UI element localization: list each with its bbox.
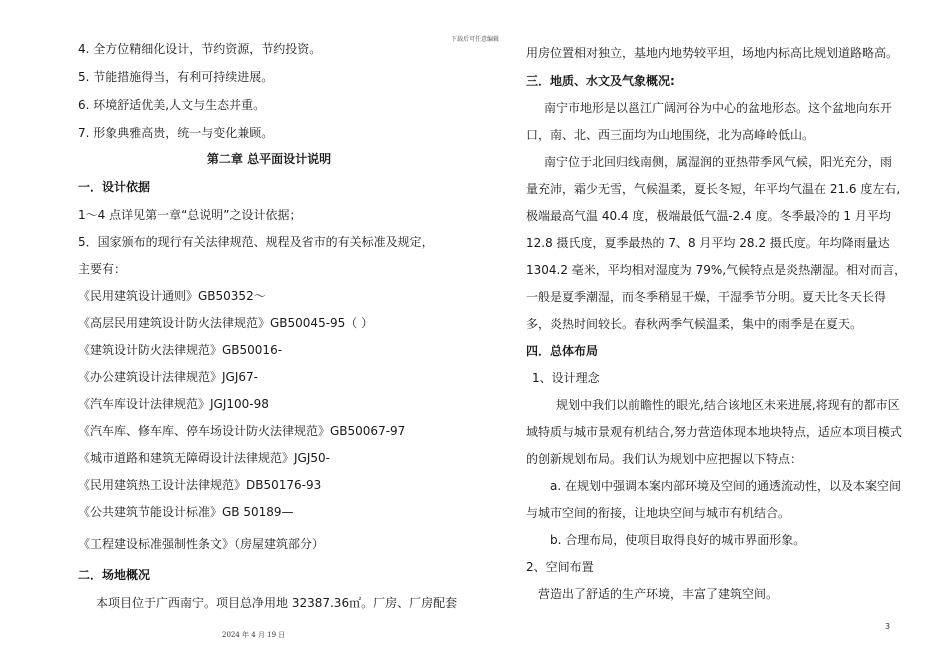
list-item: a. 在规划中强调本案内部环境及空间的通透流动性，以及本案空间	[550, 479, 901, 493]
paragraph-line: 极端最高气温 40.4 度，极端最低气温-2.4 度。冬季最冷的 1 月平均	[526, 209, 891, 223]
standard-item: 《汽车库、修车库、停车场设计防火法律规范》GB50067-97	[78, 424, 406, 438]
paragraph-line: 1～4 点详见第一章“总说明”之设计依据；	[78, 208, 302, 222]
paragraph-line: 1304.2 毫米，平均相对湿度为 79%,气候特点是炎热潮湿。相对而言，	[526, 263, 907, 277]
paragraph-line: 南宁市地形是以邕江广阔河谷为中心的盆地形态。这个盆地向东开	[544, 101, 893, 115]
section-heading-design-basis: 一．设计依据	[78, 180, 151, 194]
standard-item: 《民用建筑热工设计法律规范》DB50176-93	[78, 478, 322, 492]
section-heading-site: 二．场地概况	[78, 568, 151, 582]
paragraph-line: 南宁位于北回归线南侧，属湿润的亚热带季风气候，阳光充分，雨	[544, 155, 893, 169]
page-number: 3	[885, 622, 891, 631]
paragraph-line: 量充沛，霜少无雪，气候温柔，夏长冬短，年平均气温在 21.6 度左右,	[526, 182, 901, 196]
subheading-space-layout: 2、空间布置	[526, 560, 594, 574]
paragraph-line: 主要有：	[78, 262, 127, 276]
standard-item: 《建筑设计防火法律规范》GB50016-	[78, 343, 283, 357]
paragraph-line: 5．国家颁布的现行有关法律规范、规程及省市的有关标准及规定，	[78, 235, 434, 249]
standard-item: 《办公建筑设计法律规范》JGJ67-	[78, 370, 258, 384]
paragraph-line: 规划中我们以前瞻性的眼光,结合该地区未来进展,将现有的都市区	[556, 398, 900, 412]
chapter-title: 第二章 总平面设计说明	[206, 152, 332, 166]
paragraph-line: 营造出了舒适的生产环境，丰富了建筑空间。	[538, 587, 779, 601]
paragraph-line: 多，炎热时间较长。春秋两季气候温柔，集中的雨季是在夏天。	[526, 317, 863, 331]
paragraph-line: 一般是夏季潮湿，而冬季稍显干燥，干湿季节分明。夏天比冬天长得	[526, 290, 887, 304]
standard-item: 《工程建设标准强制性条文》（房屋建筑部分）	[78, 537, 325, 551]
section-heading-layout: 四．总体布局	[526, 344, 599, 358]
paragraph-line: 12.8 摄氏度，夏季最热的 7、8 月平均 28.2 摄氏度。年均降雨量达	[526, 236, 890, 250]
subheading-design-concept: 1、设计理念	[532, 371, 600, 385]
principle-4: 4. 全方位精细化设计，节约资源，节约投资。	[78, 42, 322, 56]
standard-item: 《民用建筑设计通则》GB50352～	[78, 289, 266, 303]
list-item: b. 合理布局，使项目取得良好的城市界面形象。	[550, 533, 806, 547]
standard-item: 《城市道路和建筑无障碍设计法律规范》JGJ50-	[78, 451, 330, 465]
principle-5: 5. 节能措施得当，有利可持续进展。	[78, 70, 274, 84]
paragraph-line: 用房位置相对独立，基地内地势较平坦，场地内标高比规划道路略高。	[526, 46, 899, 60]
paragraph-line: 口，南、北、西三面均为山地围绕，北为高峰岭低山。	[526, 128, 815, 142]
paragraph-line: 的创新规划布局。我们认为规划中应把握以下特点：	[526, 452, 803, 466]
standard-item: 《公共建筑节能设计标准》GB 50189—	[78, 505, 294, 519]
paragraph-line: 本项目位于广西南宁。项目总净用地 32387.36㎡。厂房、厂房配套	[96, 596, 458, 610]
standard-item: 《高层民用建筑设计防火法律规范》GB50045-95（ ）	[78, 316, 374, 330]
principle-7: 7. 形象典雅高贵，统一与变化兼顾。	[78, 126, 274, 140]
standard-item: 《汽车库设计法律规范》JGJ100-98	[78, 397, 269, 411]
footer-date: 2024 年 4 月 19 日	[222, 631, 286, 639]
section-heading-geology: 三．地质、水文及气象概况:	[526, 74, 675, 88]
principle-6: 6. 环境舒适优美,人文与生态并重。	[78, 98, 266, 112]
header-note: 下载后可任意编辑	[450, 36, 499, 43]
paragraph-line: 域特质与城市景观有机结合,努力营造体现本地块特点，适应本项目模式	[526, 425, 902, 439]
paragraph-line: 与城市空间的衔接，让地块空间与城市有机结合。	[526, 506, 791, 520]
